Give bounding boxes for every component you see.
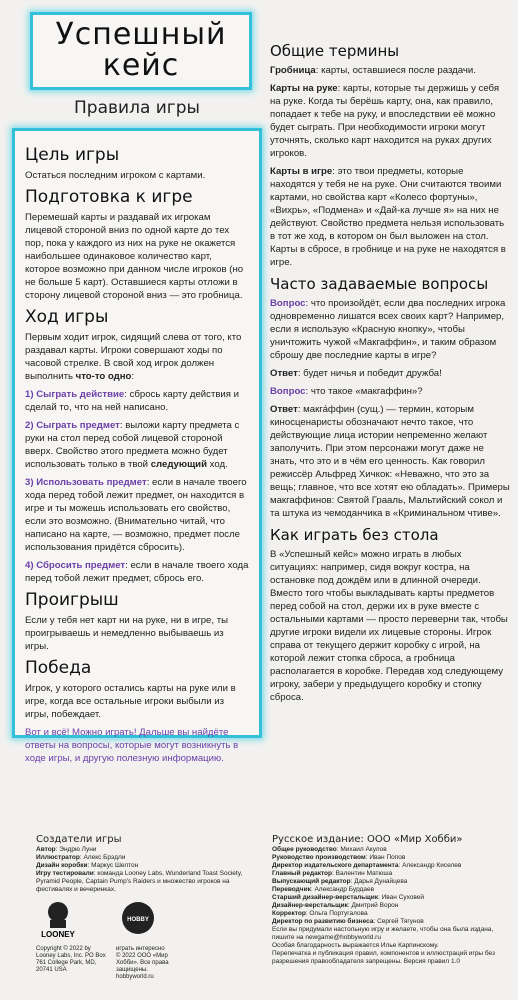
setup-text: Перемешай карты и раздавай их игрокам лицевой стороной вниз по одной карте до тех пор, пока у каждого из них на руке не окажется наибольшее одинаковое количество карт, которое возможно при данном числе игроков (но не больше 5 карт). Оставшиеся карты отложи в сторону лицевой стороной вниз — это гробница. <box>25 212 244 301</box>
term-hand <box>270 82 510 160</box>
ru-credit-line: Директор по развитию бизнеса: Сергей Тягунов <box>272 918 424 925</box>
ru-credit-value: Сергей Тягунов <box>377 918 424 925</box>
action-4 <box>25 559 249 585</box>
faq-a2-text: : макга́ффин (сущ.) — термин, которым киносценаристы обозначают нечто такое, что действующие лица истории непременно желают заполучить. При этом персонажи могут даже не знать, что это и в чём его ценность. Как говорил режиссёр Альфред Хичкок: «Неважно, что это за вещь; главное, что все хотят ею обладать». Примеры макгаффинов: Святой Грааль, Мальтийский сокол и та штука из чемоданчика в «Криминальном чтиве». <box>270 404 510 519</box>
creator-value: Эндрю Луни <box>59 846 97 853</box>
faq-a2 <box>270 403 510 520</box>
ru-credit-thanks: Особая благодарность выражается Илье Карпинскому. <box>272 942 439 949</box>
action-2 <box>25 419 249 471</box>
ru-credit-role: Корректор <box>272 910 306 917</box>
svg-text:HOBBY: HOBBY <box>127 917 149 923</box>
creators-heading: Создатели игры <box>36 834 122 845</box>
ru-credit-value: Дмитрий Ворон <box>351 902 399 909</box>
rules-subtitle: Правила игры <box>74 98 200 118</box>
action-2-text: : выложи карту предмета с руки на стол перед собой лицевой стороной вверх. Свойство этого предмета можно будет использовать только в твой <box>25 420 240 470</box>
term-hand-text: : карты, которые ты держишь у себя на руке. Когда ты берёшь карту, она, как правило, попадает к тебе на руку, и впоследствии её можно будет сыграть. При необходимости игроки могут уточнять, сколько карт находится на руках других игроков. <box>270 83 500 159</box>
turn-heading: Ход игры <box>25 307 109 327</box>
goal-text: Остаться последним игроком с картами. <box>25 170 206 181</box>
faq-q1-label: Вопрос <box>270 298 306 309</box>
action-2-label: 2) Сыграть предмет <box>25 420 120 431</box>
creator-role: Игру тестировали <box>36 870 94 877</box>
creator-role: Дизайн коробки <box>36 862 88 869</box>
ru-credit-line: Директор издательского департамента: Александр Киселев <box>272 862 462 869</box>
looney-labs-logo-icon <box>36 900 80 940</box>
creator-line-author: Автор: Эндрю Луни <box>36 846 97 853</box>
ru-credit-value: Иван Суховей <box>381 894 425 901</box>
ru-credit-role: Переводчик <box>272 886 311 893</box>
ru-credit-role: Общее руководство <box>272 846 337 853</box>
faq-heading: Часто задаваемые вопросы <box>270 275 489 293</box>
hobby-world-tagline: играть интересно <box>116 946 165 952</box>
ru-credit-role: Главный редактор <box>272 870 332 877</box>
action-2-bold: следующий <box>150 459 207 470</box>
ru-credit-value: Александр Бурдаев <box>314 886 375 893</box>
faq-q2-label: Вопрос <box>270 386 306 397</box>
ru-credit-line: Руководство производством: Иван Попов <box>272 854 406 861</box>
game-title-line1: Успешный <box>55 17 227 52</box>
faq-q2-text: : что такое «макгаффин»? <box>305 386 423 397</box>
ru-credit-role: Дизайнер-верстальщик <box>272 902 348 909</box>
win-outro: Вот и всё! Можно играть! Дальше вы найдёте ответы на вопросы, которые могут возникнуть в ходе игры, и другую полезную информацию. <box>25 727 239 764</box>
term-play-text: : это твои предметы, которые находятся у тебя не на руке. Они считаются твоими картами, но свойства карт «Колесо фортуны», «Вихрь», «Подмена» и «Дай-ка лучше я» на них не действуют. Свойство предмета нельзя использовать в тот же ход, в котором он был выложен на стол. Карты в сбросе, в гробнице и на руке не находятся в игре. <box>270 166 506 268</box>
term-play <box>270 165 510 269</box>
term-tomb-label: Гробница <box>270 65 316 76</box>
faq-q2 <box>270 385 510 398</box>
ru-credit-role: Старший дизайнер-верстальщик <box>272 894 378 901</box>
ru-credit-line: Корректор: Ольга Португалова <box>272 910 368 917</box>
win-heading: Победа <box>25 658 92 678</box>
action-3 <box>25 476 249 554</box>
no-table-heading: Как играть без стола <box>270 526 439 544</box>
faq-a1-label: Ответ <box>270 368 298 379</box>
publisher-logos <box>36 900 256 981</box>
looney-labs-block <box>36 900 106 974</box>
ru-credit-value: Михаил Акулов <box>340 846 387 853</box>
ru-credit-line: Дизайнер-верстальщик: Дмитрий Ворон <box>272 902 399 909</box>
ru-credit-value: Валентин Матюша <box>335 870 393 877</box>
ru-credit-role: Директор по развитию бизнеса <box>272 918 374 925</box>
creator-value: Маркус Шелтон <box>91 862 139 869</box>
left-column <box>12 12 262 764</box>
ru-credit-value: Дарья Дунайцева <box>354 878 408 885</box>
term-hand-label: Карты на руке <box>270 83 338 94</box>
ru-credit-line: Главный редактор: Валентин Матюша <box>272 870 393 877</box>
creator-value: команда Looney Labs, Wunderland Toast Society, Pyramid People, Captain Pump's Raiders и множество игроков на фестивалях и вечеринках. <box>36 870 243 893</box>
hobby-world-copyright: © 2022 ООО «Мир Хобби». Все права защищены. hobbyworld.ru <box>116 953 169 980</box>
no-table-text: В «Успешный кейс» можно играть в любых ситуациях: например, сидя вокруг костра, на остановке под дождём или в длинной очереди. Вместо того чтобы выкладывать карты предметов перед собой на стол, держи их в руке вместе с остальными картами — просто переверни так, чтобы другие игроки видели их лицевые стороны. Игрок справа от текущего держит коробку с игрой, на которой лежит стопка сброса, а гробница располагается в коробке. Передав ход следующему игроку, забери у предыдущего коробку и стопку сброса. <box>270 549 508 703</box>
creator-line-box: Дизайн коробки: Маркус Шелтон <box>36 862 139 869</box>
ru-credit-value: Александр Киселев <box>402 862 462 869</box>
action-1-text: : сбрось карту действия и сделай то, что на ней написано. <box>25 389 240 413</box>
ru-credit-note: Если вы придумали настольную игру и желаете, чтобы она была издана, пишите на newgame@hobbyworld.ru <box>272 926 494 941</box>
hobby-world-block <box>116 900 186 981</box>
ru-credit-role: Выпускающий редактор <box>272 878 351 885</box>
turn-intro-end: : <box>131 371 135 382</box>
russian-edition-heading: Русское издание: ООО «Мир Хобби» <box>272 834 463 845</box>
win-text: Игрок, у которого остались карты на руке или в игре, когда все остальные игроки выбыли из игры, побеждает. <box>25 683 236 720</box>
creators-block <box>36 836 256 981</box>
action-3-text: : если в начале твоего хода перед тобой лежит предмет, он находится в игре и ты можешь использовать его свойство, если это возможно. (Внимательно читай, что написано на карте, — возможно, предмет после использования придётся сбросить). <box>25 477 247 553</box>
ru-credit-role: Руководство производством <box>272 854 366 861</box>
faq-a1 <box>270 367 510 380</box>
turn-intro <box>25 331 249 383</box>
creator-role: Автор <box>36 846 56 853</box>
game-title-line2: кейс <box>102 48 180 83</box>
lose-heading: Проигрыш <box>25 590 119 610</box>
ru-credit-line: Переводчик: Александр Бурдаев <box>272 886 375 893</box>
looney-logo-text: LOONEY <box>41 930 75 939</box>
action-4-text: : если в начале твоего хода перед тобой лежит предмет, сбрось его. <box>25 560 249 584</box>
hobby-world-logo-icon <box>116 900 160 940</box>
faq-a2-label: Ответ <box>270 404 298 415</box>
russian-edition-block <box>272 836 508 966</box>
turn-intro-text: Первым ходит игрок, сидящий слева от того, кто раздавал карты. Игроки совершают ходы по часовой стрелке. В свой ход игрок должен выполнить <box>25 332 242 382</box>
faq-a1-text: : будет ничья и победит дружба! <box>297 368 442 379</box>
ru-credit-value: Иван Попов <box>369 854 406 861</box>
ru-credit-legal: Перепечатка и публикация правил, компонентов и иллюстраций игры без разрешения правообладателя запрещены. Версия правил 1.0 <box>272 950 496 965</box>
lose-text: Если у тебя нет карт ни на руке, ни в игре, ты проигрываешь и немедленно выбываешь из игры. <box>25 615 228 652</box>
looney-copyright: Copyright © 2022 by Looney Labs, Inc. PO Box 761 College Park, MD, 20741 USA <box>36 946 106 973</box>
action-3-label: 3) Использовать предмет <box>25 477 147 488</box>
creator-role: Иллюстратор <box>36 854 80 861</box>
action-2-end: ход. <box>206 459 228 470</box>
term-play-label: Карты в игре <box>270 166 333 177</box>
terms-heading: Общие термины <box>270 42 400 60</box>
ru-credit-line: Выпускающий редактор: Дарья Дунайцева <box>272 878 408 885</box>
right-column <box>270 36 510 709</box>
term-tomb-text: : карты, оставшиеся после раздачи. <box>315 65 476 76</box>
goal-heading: Цель игры <box>25 145 120 165</box>
action-1-label: 1) Сыграть действие <box>25 389 125 400</box>
creator-value: Алекс Брэдли <box>83 854 126 861</box>
action-4-label: 4) Сбросить предмет <box>25 560 126 571</box>
ru-credit-role: Директор издательского департамента <box>272 862 399 869</box>
term-tomb <box>270 64 510 77</box>
faq-q1-text: : что произойдёт, если два последних игрока одновременно лишатся всех своих карт? Например, если я использую «Красную кнопку», чтобы уничтожить чужой «Макгаффин», и таким образом сброшу две последние карты в игре? <box>270 298 506 361</box>
rules-box <box>12 128 262 764</box>
title-box <box>30 12 252 90</box>
turn-intro-bold: что-то одно <box>75 371 132 382</box>
setup-heading: Подготовка к игре <box>25 187 193 207</box>
ru-credit-line: Старший дизайнер-верстальщик: Иван Суховей <box>272 894 425 901</box>
faq-q1 <box>270 297 510 362</box>
action-1 <box>25 388 249 414</box>
creator-line-illustrator: Иллюстратор: Алекс Брэдли <box>36 854 126 861</box>
creator-line-testers: Игру тестировали: команда Looney Labs, Wunderland Toast Society, Pyramid People, Captain Pump's Raiders и множество игроков на фестивалях и вечеринках. <box>36 870 243 893</box>
ru-credit-value: Ольга Португалова <box>309 910 368 917</box>
ru-credit-line: Общее руководство: Михаил Акулов <box>272 846 387 853</box>
